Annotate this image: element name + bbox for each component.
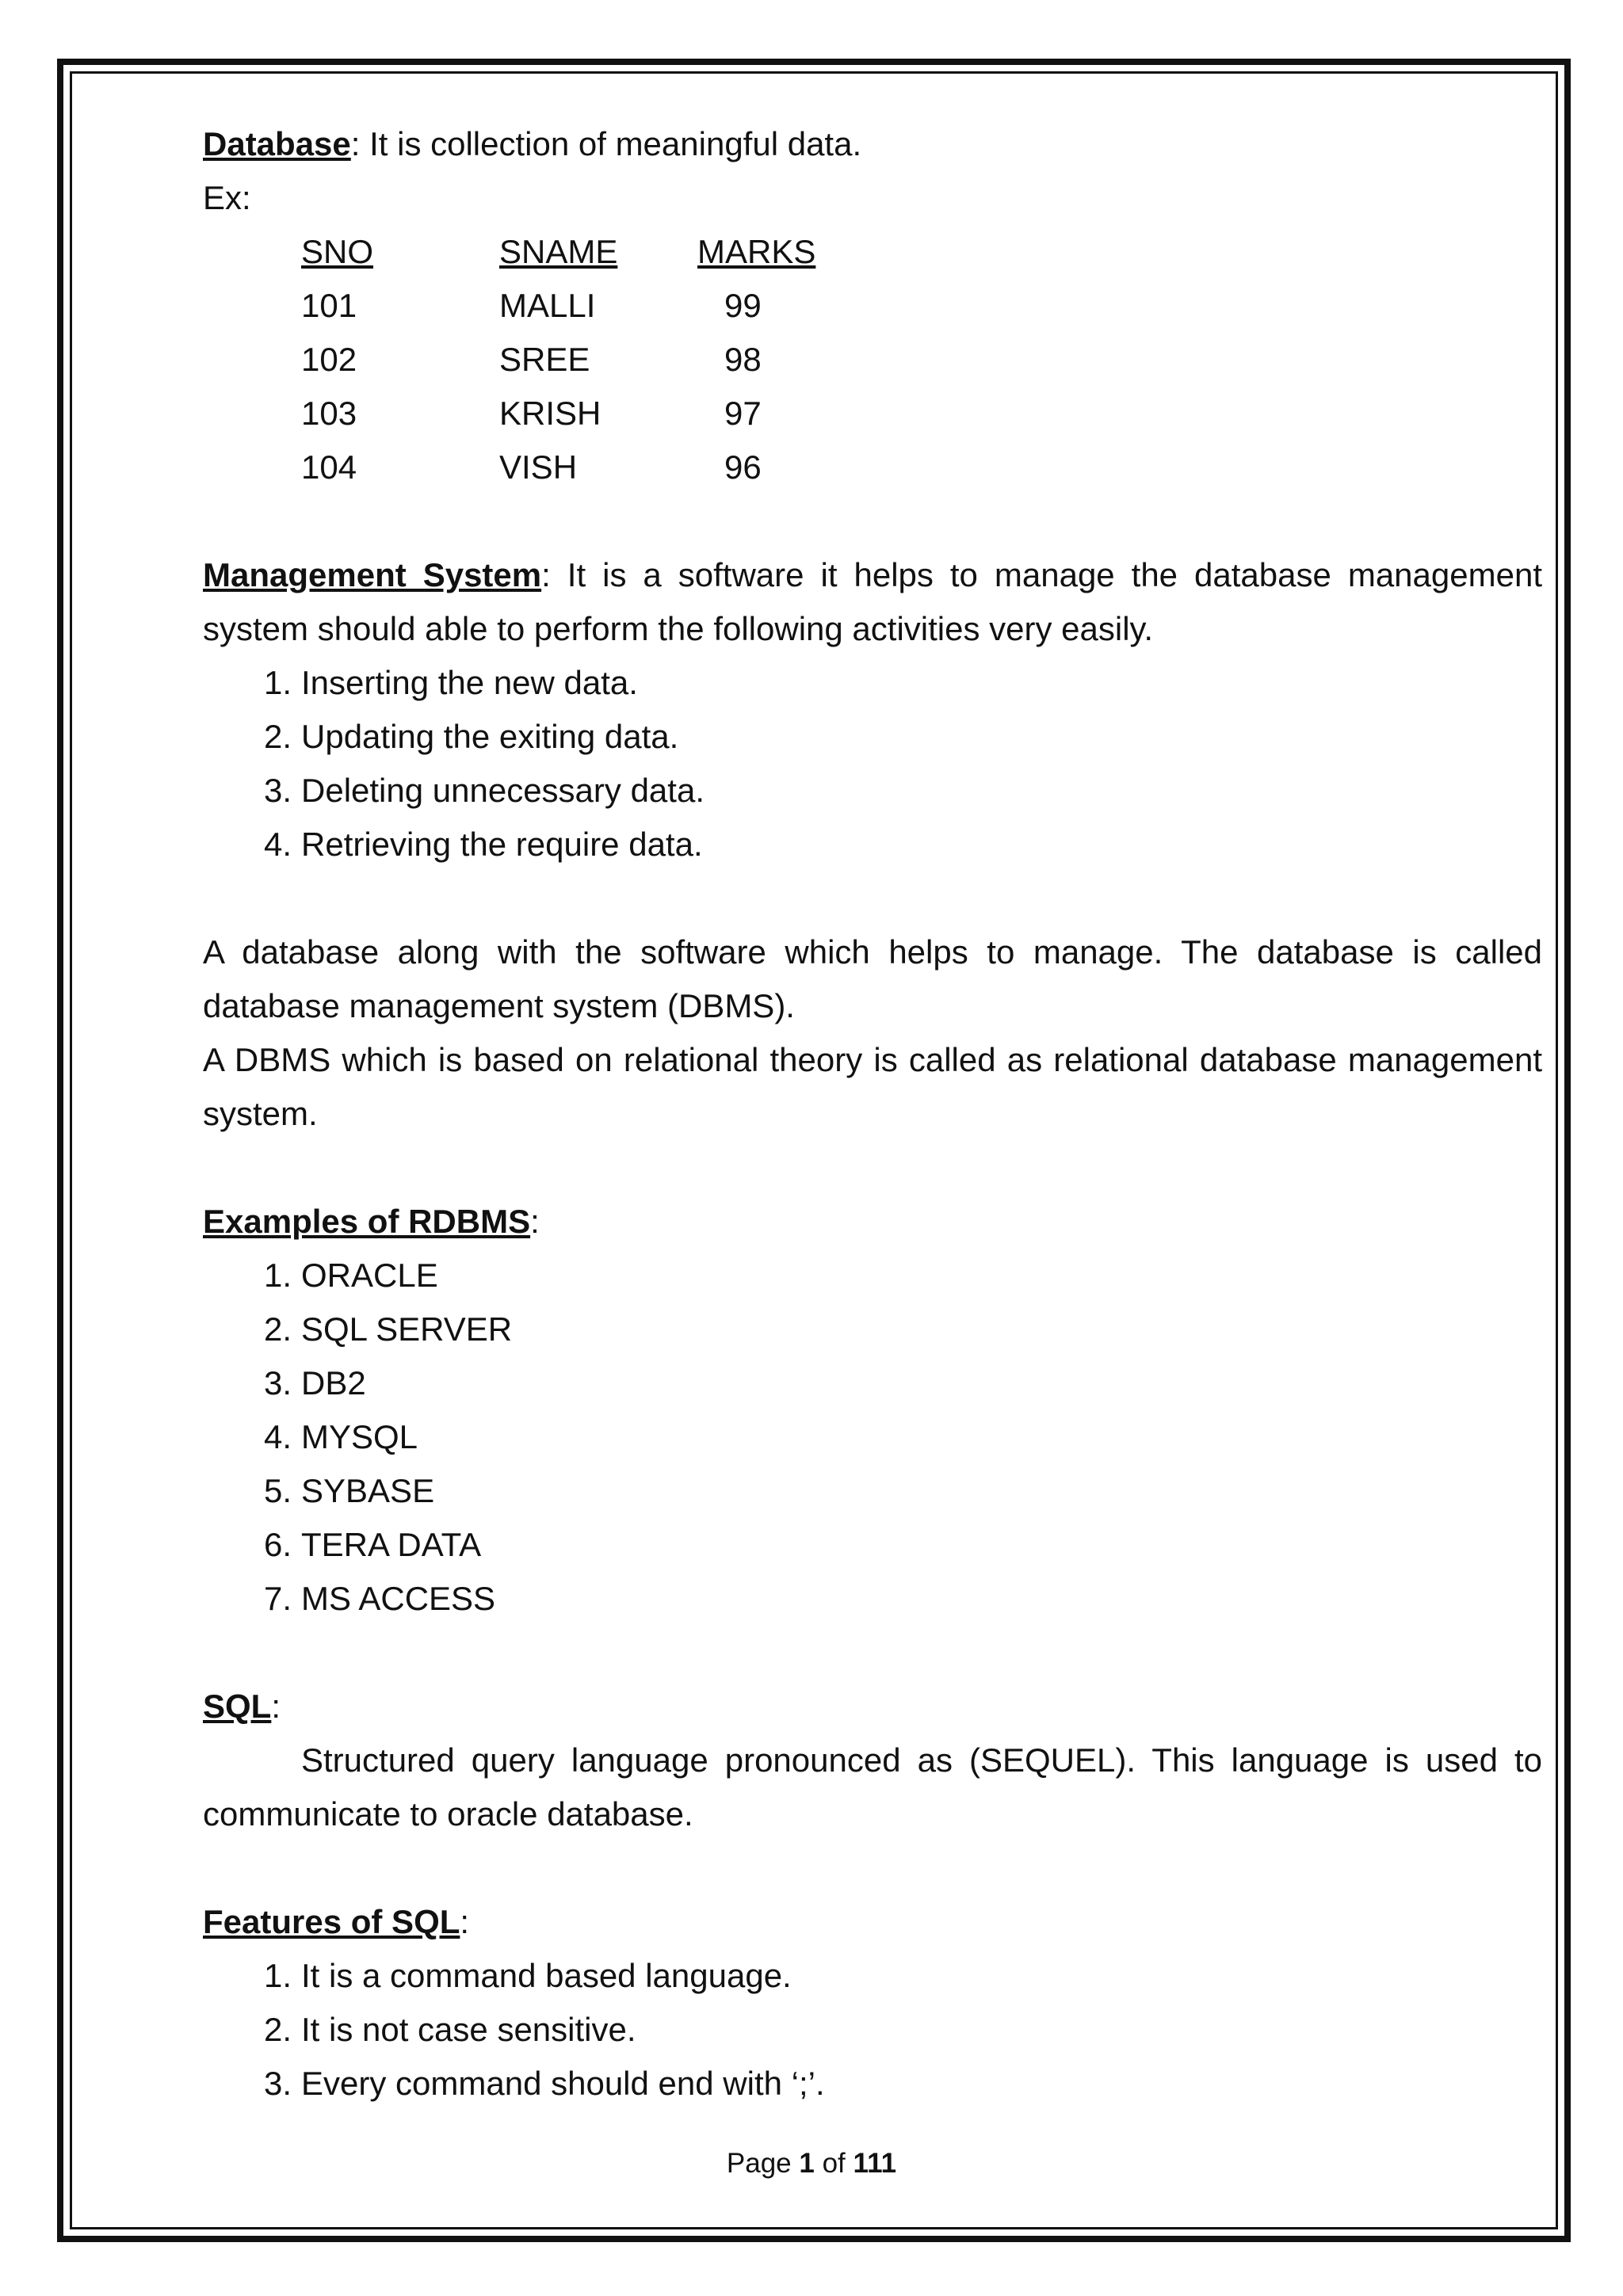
spacer: [203, 871, 1542, 925]
sql-description: Structured query language pronounced as (SEQUEL). This language is used to communicate to oracle database.: [203, 1741, 1542, 1833]
footer-page-word: Page: [726, 2148, 792, 2179]
list-item: 3. Every command should end with ‘;’.: [263, 2065, 825, 2102]
table-cell: 96: [724, 448, 762, 486]
footer-total-pages: 111: [853, 2148, 897, 2179]
list-item: 1. Inserting the new data.: [263, 664, 638, 701]
dbms-paragraph: A database along with the software which helps to manage. The database is called database management system (DBMS).: [203, 933, 1542, 1024]
database-heading: Database: [203, 125, 351, 162]
table-cell: KRISH: [499, 395, 601, 432]
table-cell: 101: [301, 287, 357, 324]
list-item: 3. Deleting unnecessary data.: [263, 772, 705, 809]
list-item: 2. It is not case sensitive.: [263, 2011, 636, 2048]
document-page: [203, 117, 1542, 2111]
database-text: : It is collection of meaningful data.: [350, 125, 862, 162]
database-definition: [203, 117, 1542, 171]
list-item: 1. It is a command based language.: [263, 1957, 792, 1994]
spacer: [203, 1626, 1542, 1680]
management-heading: Management System: [203, 556, 542, 593]
table-header-marks: MARKS: [697, 233, 816, 270]
features-list: [203, 1949, 1542, 2111]
table-cell: VISH: [499, 448, 578, 486]
activities-list: [203, 656, 1542, 871]
management-text: : It is a software it helps to manage the database management system should able to perform the following activities very easily.: [203, 556, 1542, 647]
page-footer: [0, 2144, 1623, 2183]
table-cell: SREE: [499, 341, 590, 378]
table-cell: 97: [724, 395, 762, 432]
table-cell: 104: [301, 448, 357, 486]
rdbms-heading: Examples of RDBMS: [203, 1203, 531, 1240]
spacer: [203, 494, 1542, 548]
features-heading: Features of SQL: [203, 1903, 460, 1940]
table-cell: 99: [724, 287, 762, 324]
table-cell: 98: [724, 341, 762, 378]
list-item: 3. DB2: [263, 1364, 366, 1402]
list-item: 4. Retrieving the require data.: [263, 826, 703, 863]
sql-heading: SQL: [203, 1688, 272, 1725]
table-cell: 102: [301, 341, 357, 378]
list-item: 1. ORACLE: [263, 1257, 438, 1294]
list-item: 2. SQL SERVER: [263, 1310, 513, 1348]
rdbms-examples-title: Examples of RDBMS:: [203, 1203, 540, 1240]
example-label: Ex:: [203, 179, 251, 216]
table-header-sno: SNO: [301, 233, 374, 270]
rdbms-list: [203, 1249, 1542, 1626]
list-item: 5. SYBASE: [263, 1472, 435, 1509]
list-item: 2. Updating the exiting data.: [263, 718, 679, 755]
list-item: 7. MS ACCESS: [263, 1580, 496, 1617]
spacer: [203, 1841, 1542, 1895]
management-definition: [203, 548, 1542, 656]
student-table: [301, 225, 1542, 494]
table-cell: MALLI: [499, 287, 596, 324]
footer-page-number: 1: [799, 2148, 815, 2179]
rdbms-paragraph: A DBMS which is based on relational theory is called as relational database management system.: [203, 1041, 1542, 1132]
spacer: [203, 1141, 1542, 1195]
sql-title: SQL:: [203, 1688, 281, 1725]
table-header-sname: SNAME: [499, 233, 618, 270]
list-item: 4. MYSQL: [263, 1418, 418, 1455]
table-cell: 103: [301, 395, 357, 432]
features-title: Features of SQL:: [203, 1903, 470, 1940]
footer-of-word: of: [822, 2148, 846, 2179]
list-item: 6. TERA DATA: [263, 1526, 482, 1563]
